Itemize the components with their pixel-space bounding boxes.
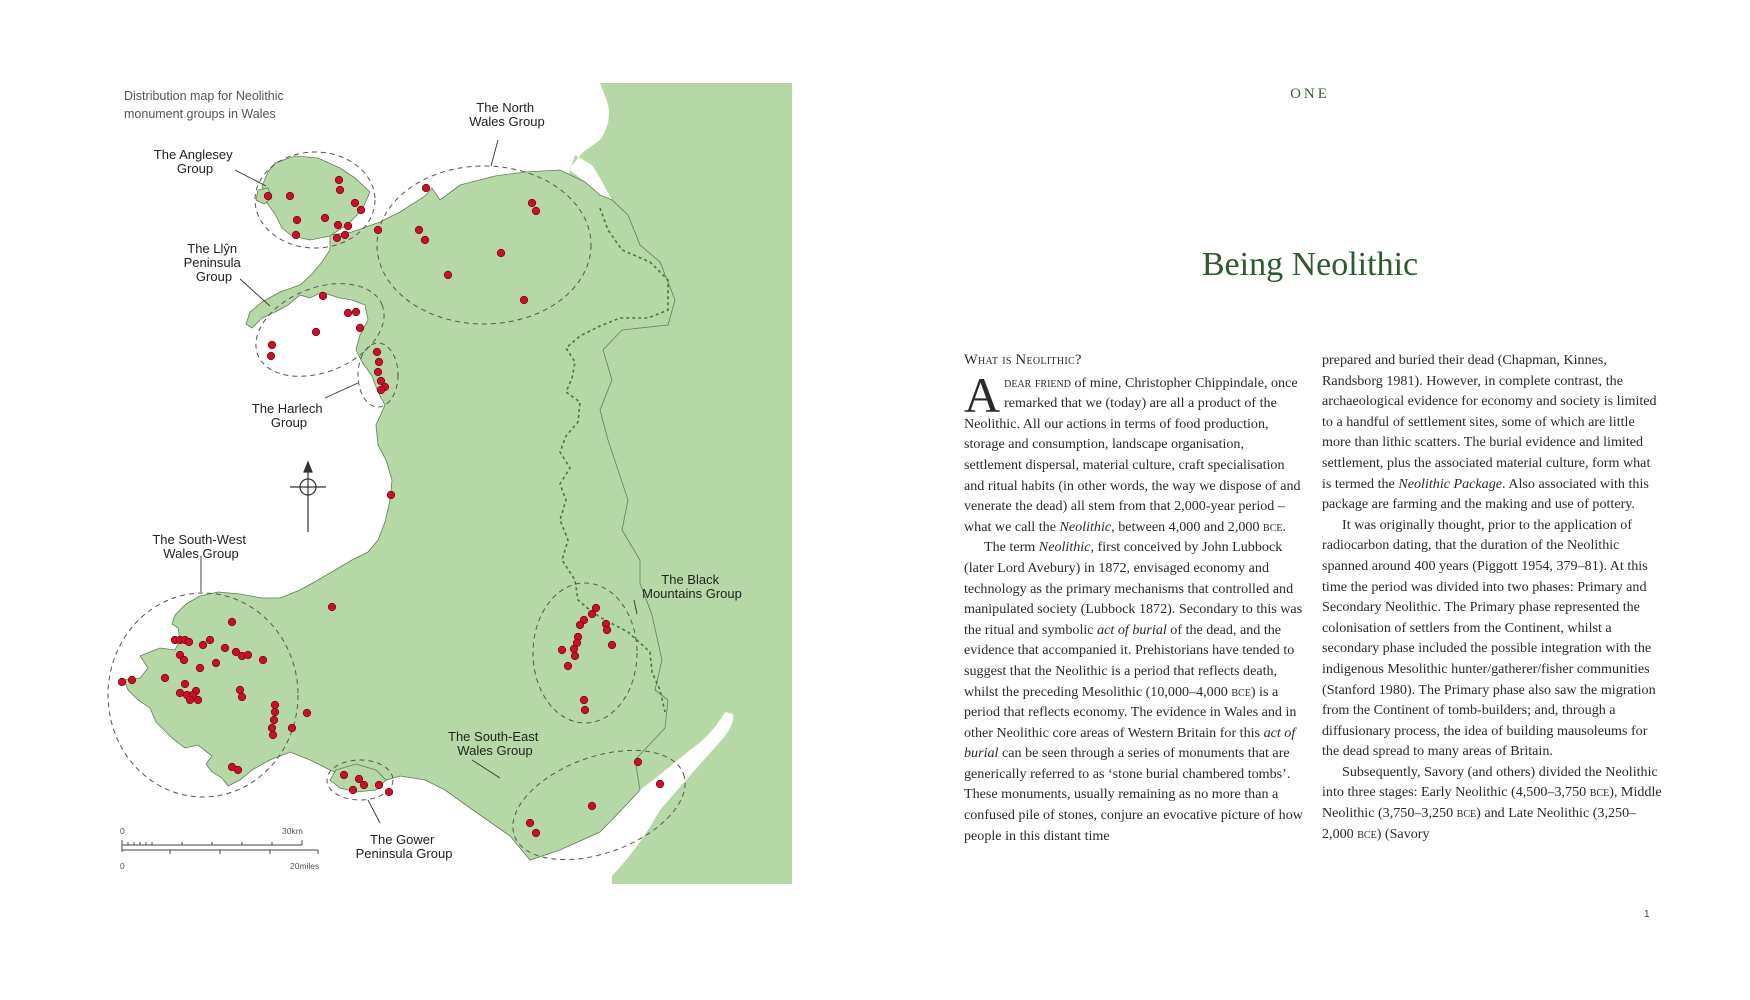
svg-text:The South-East Wales Group — [448, 729, 542, 758]
page-number: 1 — [1644, 909, 1650, 920]
drop-cap: A — [964, 366, 1001, 423]
label-south-east-2: Wales Group — [457, 743, 533, 758]
map-caption-line-1: Distribution map for Neolithic — [124, 89, 284, 103]
scale-km-label: 30km — [282, 826, 303, 836]
chapter-number: ONE — [1290, 86, 1330, 102]
label-llyn-1: The Llŷn — [187, 241, 238, 256]
label-harlech-2: Group — [270, 415, 308, 430]
paragraph-2: The term Neolithic, first conceived by John Lubbock (later Lord Avebury) in 1872, envisaged economy and technology as the primary mechanisms that controlled and manipulated society (Lubbock 1872). Secondary to this was the ritual and symbolic act of burial of the dead, and the evidence that accompanied it. Prehistorians have tended to suggest that the Neolithic is a period that reflects death, whilst the preceding Mesolithic (10,000–4,000 bce) is a period that reflects economy. The evidence in Wales and in other Neolithic core areas of Western Britain for this act of burial can be seen through a series of monuments that are generically referred to as ‘stone burial chambered tombs’. These monuments, usually remaining as no more than a confused pile of stones, conjure an evocative picture of how people in this distant time — [964, 539, 1303, 844]
label-south-east-1: The South-East — [448, 729, 539, 744]
svg-text:The South-West Wales Group — [152, 532, 249, 561]
map-caption-line-2: monument groups in Wales — [124, 107, 276, 121]
svg-text:The Llŷn Peninsula Gro — [184, 241, 245, 284]
compass-north-arrow-icon — [290, 462, 326, 532]
label-black-mountains-2: Mountains Group — [642, 586, 742, 601]
chapter-title: Being Neolithic — [1201, 246, 1419, 283]
svg-text:The Harlech Group — [252, 401, 326, 430]
scale-miles-label: 20miles — [290, 861, 320, 871]
label-anglesey-1: The Anglesey — [153, 147, 233, 162]
text-column-1 — [964, 350, 1304, 846]
anglesey-island — [262, 156, 370, 240]
scale-bar — [122, 840, 318, 854]
label-north-wales-2: Wales Group — [469, 114, 545, 129]
paragraph-3: prepared and buried their dead (Chapman, Kinnes, Randsborg 1981). However, in complete contrast, the archaeological evidence for economy and society is limited to a handful of settlement sites, some of which are little more than lithic scatters. The burial evidence and limited settlement, plus the associated material culture, form what is termed the Neolithic Package. Also associated with this package are farming and the making and use of pottery. — [1322, 352, 1657, 513]
label-black-mountains-1: The Black — [661, 572, 720, 587]
paragraph-5: Subsequently, Savory (and others) divided the Neolithic into three stages: Early Neolithic (4,500–3,750 bce), Middle Neolithic (3,750–3,250 bce) and Late Neolithic (3,250–2,000 bce) (Savory — [1322, 763, 1662, 842]
svg-text:The North Wales Group — [469, 100, 544, 129]
scale-zero-km: 0 — [120, 826, 125, 836]
text-column-2 — [1322, 350, 1662, 844]
label-gower-1: The Gower — [370, 832, 435, 847]
label-south-west-2: Wales Group — [163, 546, 239, 561]
paragraph-4: It was originally thought, prior to the application of radiocarbon dating, that the duration of the Neolithic spanned around 400 years (Piggott 1954, 379–81). At this time the period was divided into two phases: Primary and Secondary Neolithic. The Primary phase represented the colonisation of settlers from the Continent, whilst a secondary phase included the possible integration with the indigenous Mesolithic hunter/gatherer/fisher communities (Stanford 1980). The Primary phase also saw the migration from the Continent of tomb-builders; and, through a diffusionary process, the idea of building mausoleums for the dead spread to many areas of Britain. — [1322, 516, 1656, 760]
label-north-wales-1: The North — [476, 100, 535, 115]
label-llyn-3: Group — [195, 269, 233, 284]
label-gower-2: Peninsula Group — [355, 846, 453, 861]
svg-text:The Gower Peninsula Group — [356, 832, 453, 861]
section-subheading: What is Neolithic? — [964, 352, 1082, 368]
label-anglesey-2: Group — [176, 161, 214, 176]
wales-distribution-map — [0, 0, 800, 900]
svg-text:The Anglesey Group — [154, 147, 236, 176]
scale-zero-miles: 0 — [120, 861, 125, 871]
label-llyn-2: Peninsula — [183, 255, 241, 270]
label-south-west-1: The South-West — [152, 532, 247, 547]
label-harlech-1: The Harlech — [251, 401, 323, 416]
paragraph-1: Adear friend of mine, Christopher Chippindale, once remarked that we (today) are all a product of the Neolithic. All our actions in terms of food production, storage and consumption, landscape organisation, settlement dispersal, material culture, craft specialisation and ritual habits (in other words, the way we dispose of and venerate the dead) all stem from that 2,000-year period – what we call the Neolithic, between 4,000 and 2,000 bce. — [964, 366, 1301, 535]
